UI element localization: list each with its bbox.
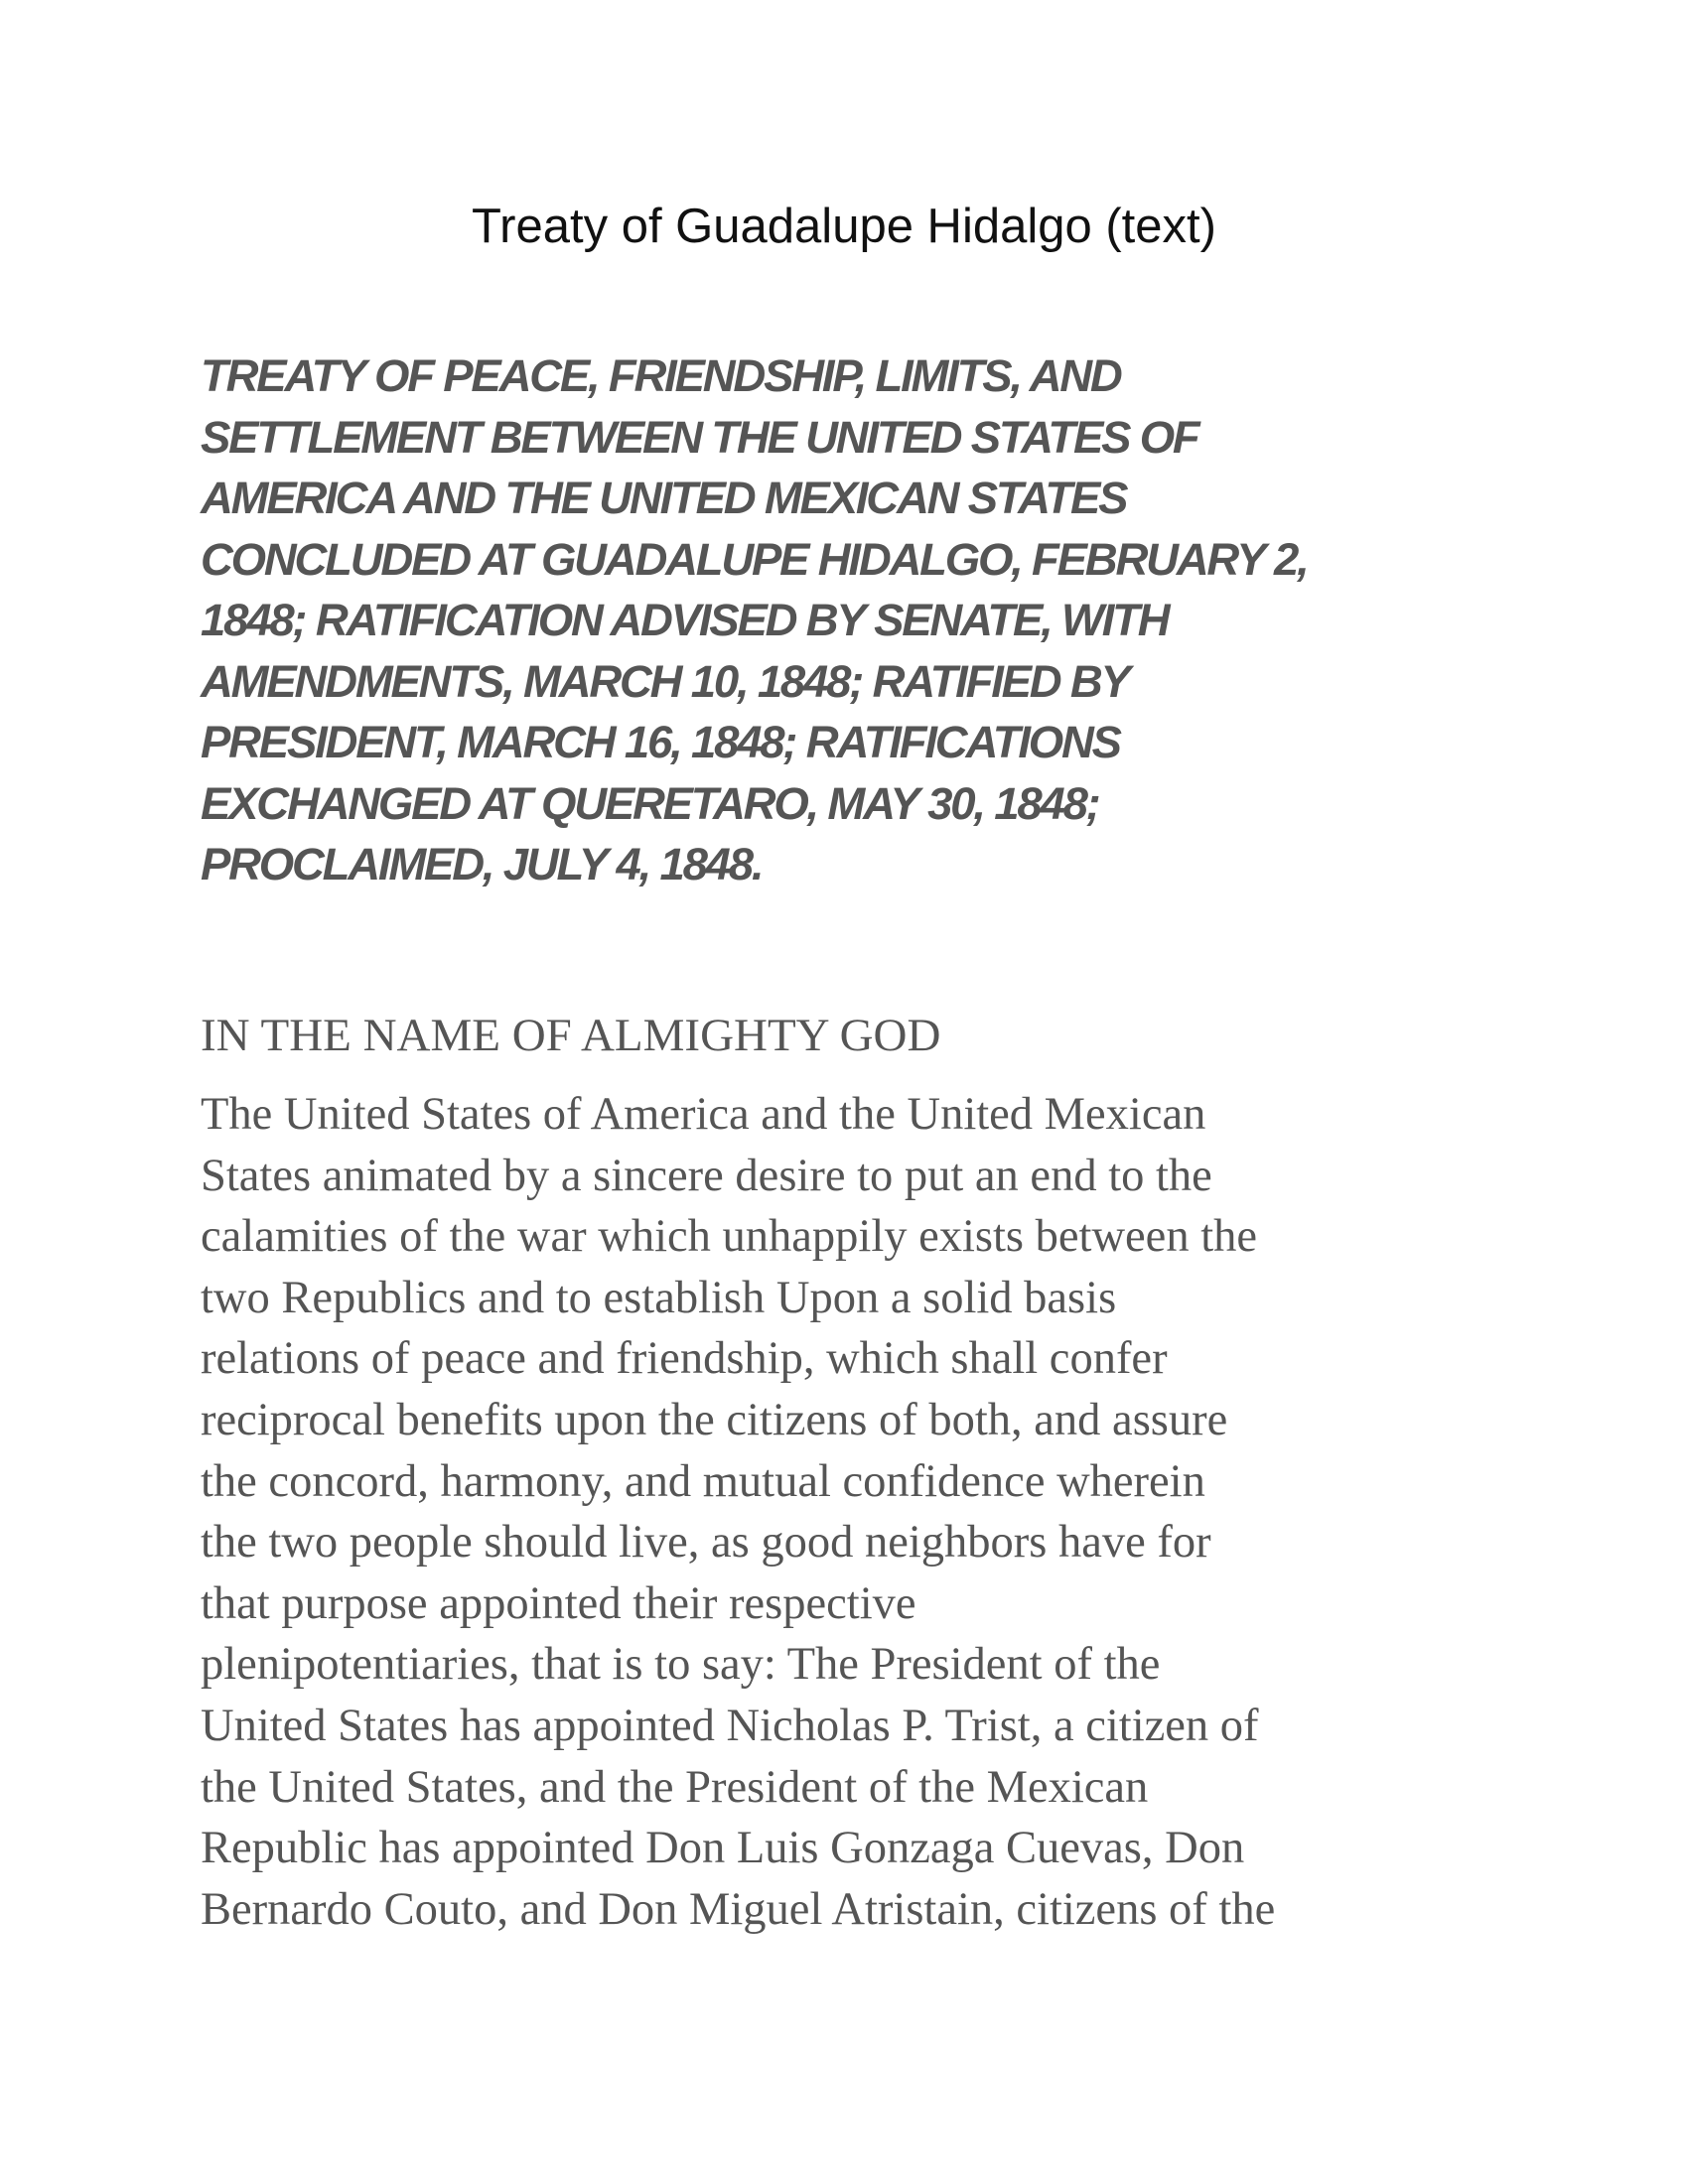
heading-line: CONCLUDED AT GUADALUPE HIDALGO, FEBRUARY 2, [201, 533, 1308, 585]
invocation: IN THE NAME OF ALMIGHTY GOD [201, 1010, 941, 1061]
heading-line: 1848; RATIFICATION ADVISED BY SENATE, WITH [201, 595, 1169, 645]
heading-line: EXCHANGED AT QUERETARO, MAY 30, 1848; [201, 777, 1099, 829]
body-line: Republic has appointed Don Luis Gonzaga Cuevas, Don [201, 1823, 1245, 1874]
body-line: two Republics and to establish Upon a solid basis [201, 1272, 1117, 1323]
body-line: United States has appointed Nicholas P. Trist, a citizen of [201, 1700, 1259, 1751]
body-line: calamities of the war which unhappily exists between the [201, 1211, 1258, 1263]
body-paragraph [201, 1084, 1511, 1940]
body-line: the two people should live, as good neighbors have for [201, 1517, 1211, 1569]
heading-line: TREATY OF PEACE, FRIENDSHIP, LIMITS, AND [201, 350, 1121, 401]
body-line: States animated by a sincere desire to put an end to the [201, 1150, 1212, 1201]
document-title: Treaty of Guadalupe Hidalgo (text) [472, 200, 1216, 253]
heading-line: PRESIDENT, MARCH 16, 1848; RATIFICATIONS [201, 717, 1120, 767]
body-line: the concord, harmony, and mutual confidence wherein [201, 1455, 1205, 1507]
body-line: that purpose appointed their respective [201, 1577, 916, 1629]
heading-line: AMENDMENTS, MARCH 10, 1848; RATIFIED BY [201, 655, 1129, 707]
body-line: Bernardo Couto, and Don Miguel Atristain, citizens of the [201, 1883, 1276, 1935]
heading-line: SETTLEMENT BETWEEN THE UNITED STATES OF [201, 411, 1198, 463]
heading-line: PROCLAIMED, JULY 4, 1848. [201, 839, 763, 889]
heading-line: AMERICA AND THE UNITED MEXICAN STATES [201, 473, 1127, 523]
body-line: reciprocal benefits upon the citizens of both, and assure [201, 1394, 1228, 1445]
body-line: the United States, and the President of the Mexican [201, 1761, 1149, 1813]
body-line: relations of peace and friendship, which shall confer [201, 1333, 1168, 1385]
treaty-heading [201, 345, 1481, 895]
body-line: The United States of America and the United Mexican [201, 1089, 1206, 1140]
body-line: plenipotentiaries, that is to say: The President of the [201, 1639, 1161, 1691]
